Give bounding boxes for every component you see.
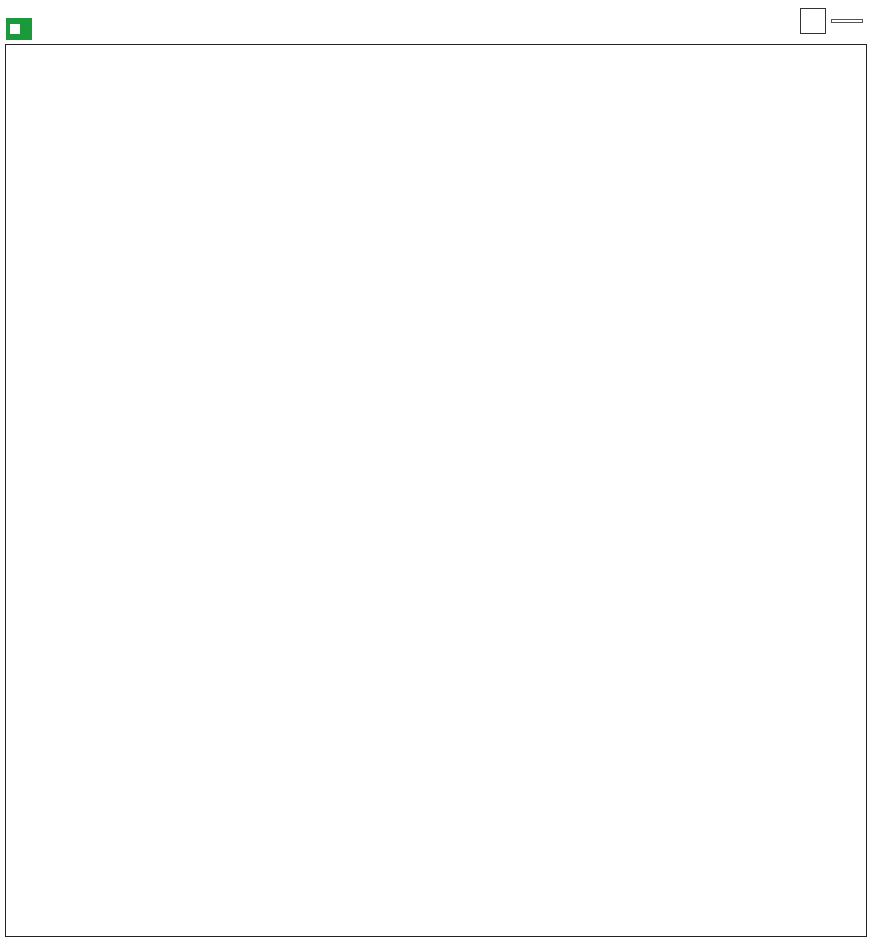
section-title [6, 18, 32, 40]
page-header [0, 0, 872, 42]
square-icon [10, 24, 20, 34]
safety-mark-logo [831, 19, 863, 23]
spec-table [5, 44, 867, 937]
cert-logos [775, 6, 868, 36]
tuv-logo [800, 8, 826, 34]
